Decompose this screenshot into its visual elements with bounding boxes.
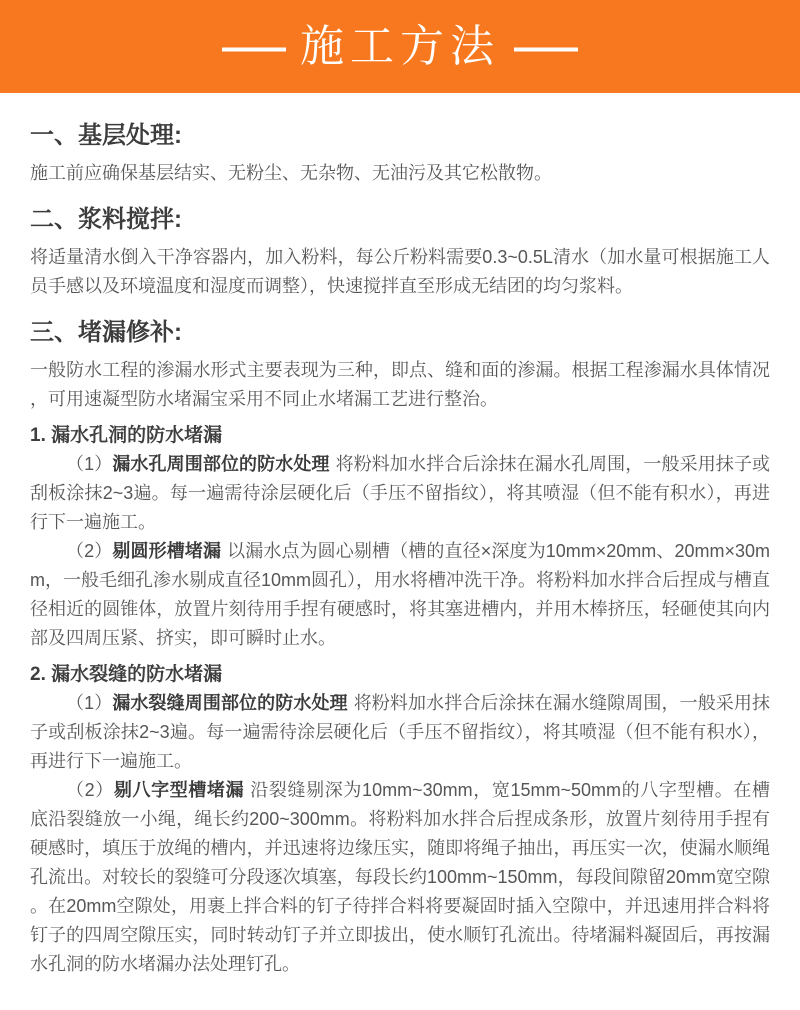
- title-banner: [0, 0, 800, 93]
- list-item: [30, 776, 770, 979]
- subsection-title-hole-plugging: 1. 漏水孔洞的防水堵漏: [30, 425, 223, 446]
- document-body: [0, 93, 800, 993]
- section-paragraph: 将适量清水倒入干净容器内，加入粉料，每公斤粉料需要0.3~0.5L清水（加水量可根据施工人员手感以及环境温度和湿度而调整），快速搅拌直至形成无结团的均匀浆料。: [30, 247, 770, 296]
- section-heading-base-treatment: 一、基层处理:: [30, 122, 182, 149]
- item-lead-label: 剔八字型槽堵漏: [113, 780, 245, 800]
- section-slurry-mixing: [30, 205, 770, 301]
- item-number: （1）: [66, 454, 113, 474]
- section-paragraph: 一般防水工程的渗漏水形式主要表现为三种，即点、缝和面的渗漏。根据工程渗漏水具体情况，可用速凝型防水堵漏宝采用不同止水堵漏工艺进行整治。: [30, 360, 770, 409]
- section-paragraph: 施工前应确保基层结实、无粉尘、无杂物、无油污及其它松散物。: [30, 163, 552, 183]
- section-leak-repair: [30, 318, 770, 979]
- title-dash-left: —: [222, 24, 286, 69]
- list-item: [30, 450, 770, 537]
- list-item: [30, 537, 770, 653]
- item-text: 将粉料加水拌合后涂抹在漏水孔周围，一般采用抹子或刮板涂抹2~3遍。每一遍需待涂层硬化后（手压不留指纹），将其喷湿（但不能有积水），再进行下一遍施工。: [30, 454, 771, 532]
- section-heading-leak-repair: 三、堵漏修补:: [30, 319, 182, 346]
- section-heading-slurry-mixing: 二、浆料搅拌:: [30, 206, 182, 233]
- item-text: 将粉料加水拌合后涂抹在漏水缝隙周围，一般采用抹子或刮板涂抹2~3遍。每一遍需待涂层硬化后（手压不留指纹），将其喷湿（但不能有积水），再进行下一遍施工。: [30, 693, 771, 771]
- item-text: 以漏水点为圆心剔槽（槽的直径×深度为10mm×20mm、20mm×30mm，一般毛细孔渗水剔成直径10mm圆孔），用水将槽冲洗干净。将粉料加水拌合后捏成与槽直径相近的圆锥体，放置片刻待用手捏有硬感时，将其塞进槽内，并用木棒挤压，轻砸使其向内部及四周压紧、挤实，即可瞬时止水。: [30, 541, 771, 648]
- item-lead-label: 剔圆形槽堵漏: [112, 541, 222, 561]
- item-lead-label: 漏水孔周围部位的防水处理: [112, 454, 330, 474]
- item-number: （2）: [66, 541, 113, 561]
- list-item: [30, 689, 770, 776]
- page-title: 施工方法: [300, 21, 500, 71]
- item-number: （1）: [66, 693, 113, 713]
- item-text: 沿裂缝剔深为10mm~30mm，宽15mm~50mm的八字型槽。在槽底沿裂缝放一小绳，绳长约200~300mm。将粉料加水拌合后捏成条形，放置片刻待用手捏有硬感时，填压于放绳的槽内，并迅速将边缘压实，随即将绳子抽出，再压实一次，使漏水顺绳孔流出。对较长的裂缝可分段逐次填塞，每段长约100mm~150mm，每段间隙留20mm宽空隙。在20mm空隙处，用裹上拌合料的钉子待拌合料将要凝固时插入空隙中，并迅速用拌合料将钉子的四周空隙压实，同时转动钉子并立即拔出，使水顺钉孔流出。待堵漏料凝固后，再按漏水孔洞的防水堵漏办法处理钉孔。: [30, 780, 771, 974]
- subsection-title-crack-plugging: 2. 漏水裂缝的防水堵漏: [30, 664, 223, 685]
- item-number: （2）: [66, 780, 114, 800]
- section-base-treatment: [30, 121, 770, 188]
- title-dash-right: —: [514, 24, 578, 69]
- item-lead-label: 漏水裂缝周围部位的防水处理: [112, 693, 348, 713]
